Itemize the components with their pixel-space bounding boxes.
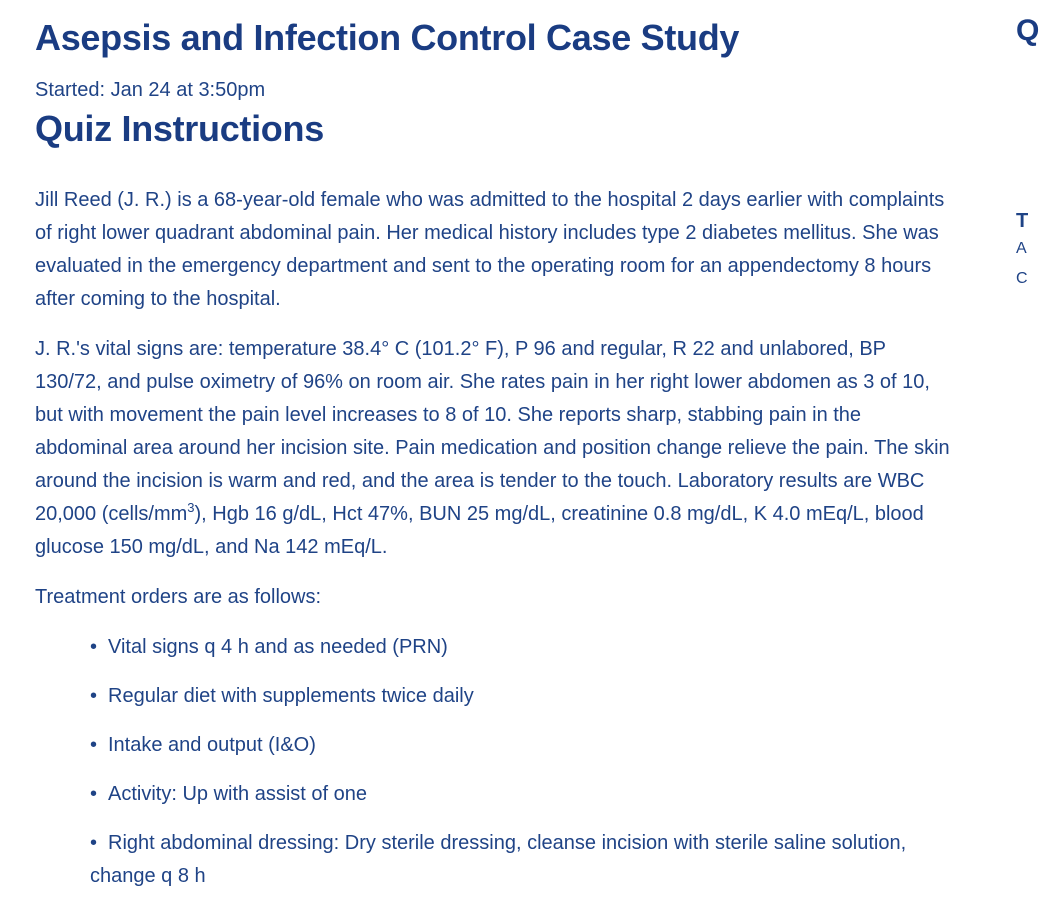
bullet-icon: • xyxy=(90,832,98,854)
order-item-text: Intake and output (I&O) xyxy=(108,734,316,756)
order-item xyxy=(90,827,955,893)
bullet-icon: • xyxy=(90,636,98,658)
case-study-text xyxy=(35,184,955,893)
bullet-icon: • xyxy=(90,783,98,805)
vitals-text: J. R.'s vital signs are: temperature 38.4° C (101.2° F), P 96 and regular, R 22 and unlabored, BP 130/72, and pulse oximetry of 96% on room air. She rates pain in her right lower abdomen as 3 of 10, but with movement the pain level increases to 8 of 10. She reports sharp, stabbing pain in the abdominal area around her incision site. Pain medication and position change relieve the pain. The skin around the incision is warm and red, and the area is tender to the touch. Laboratory results are WBC 20,000 (cells/mm xyxy=(35,338,950,525)
orders-intro: Treatment orders are as follows: xyxy=(35,586,322,608)
side-panel-fragment: Q xyxy=(1016,14,1039,47)
order-item xyxy=(90,680,955,713)
instructions-heading: Quiz Instructions xyxy=(35,108,324,149)
side-panel-fragment: C xyxy=(1016,270,1028,287)
case-paragraph-intro: Jill Reed (J. R.) is a 68-year-old female who was admitted to the hospital 2 days earlier with complaints of right lower quadrant abdominal pain. Her medical history includes type 2 diabetes mellitus. She was evaluated in the emergency department and sent to the operating room for an appendectomy 8 hours after coming to the hospital. xyxy=(35,189,945,310)
order-item-text: Regular diet with supplements twice daily xyxy=(108,685,474,707)
started-timestamp: Started: Jan 24 at 3:50pm xyxy=(35,79,266,101)
order-item-text: Vital signs q 4 h and as needed (PRN) xyxy=(108,636,448,658)
case-paragraph-vitals xyxy=(35,333,955,564)
vitals-text-continued: ), Hgb 16 g/dL, Hct 47%, BUN 25 mg/dL, creatinine 0.8 mg/dL, K 4.0 mEq/L, blood glucose 150 mg/dL, and Na 142 mEq/L. xyxy=(35,503,924,558)
superscript-cubed: 3 xyxy=(187,500,195,515)
order-item xyxy=(90,631,955,664)
order-item xyxy=(90,729,955,762)
bullet-icon: • xyxy=(90,685,98,707)
side-panel-fragment: T xyxy=(1016,210,1029,232)
treatment-orders-list xyxy=(35,631,955,893)
order-item-text: Right abdominal dressing: Dry sterile dressing, cleanse incision with sterile saline solution, change q 8 h xyxy=(90,832,907,887)
quiz-title: Asepsis and Infection Control Case Study xyxy=(35,17,740,58)
quiz-main-content xyxy=(35,14,955,909)
quiz-side-panel-clipped xyxy=(1014,0,1039,905)
bullet-icon: • xyxy=(90,734,98,756)
order-item xyxy=(90,778,955,811)
order-item-text: Activity: Up with assist of one xyxy=(108,783,367,805)
side-panel-fragment: A xyxy=(1016,240,1027,257)
